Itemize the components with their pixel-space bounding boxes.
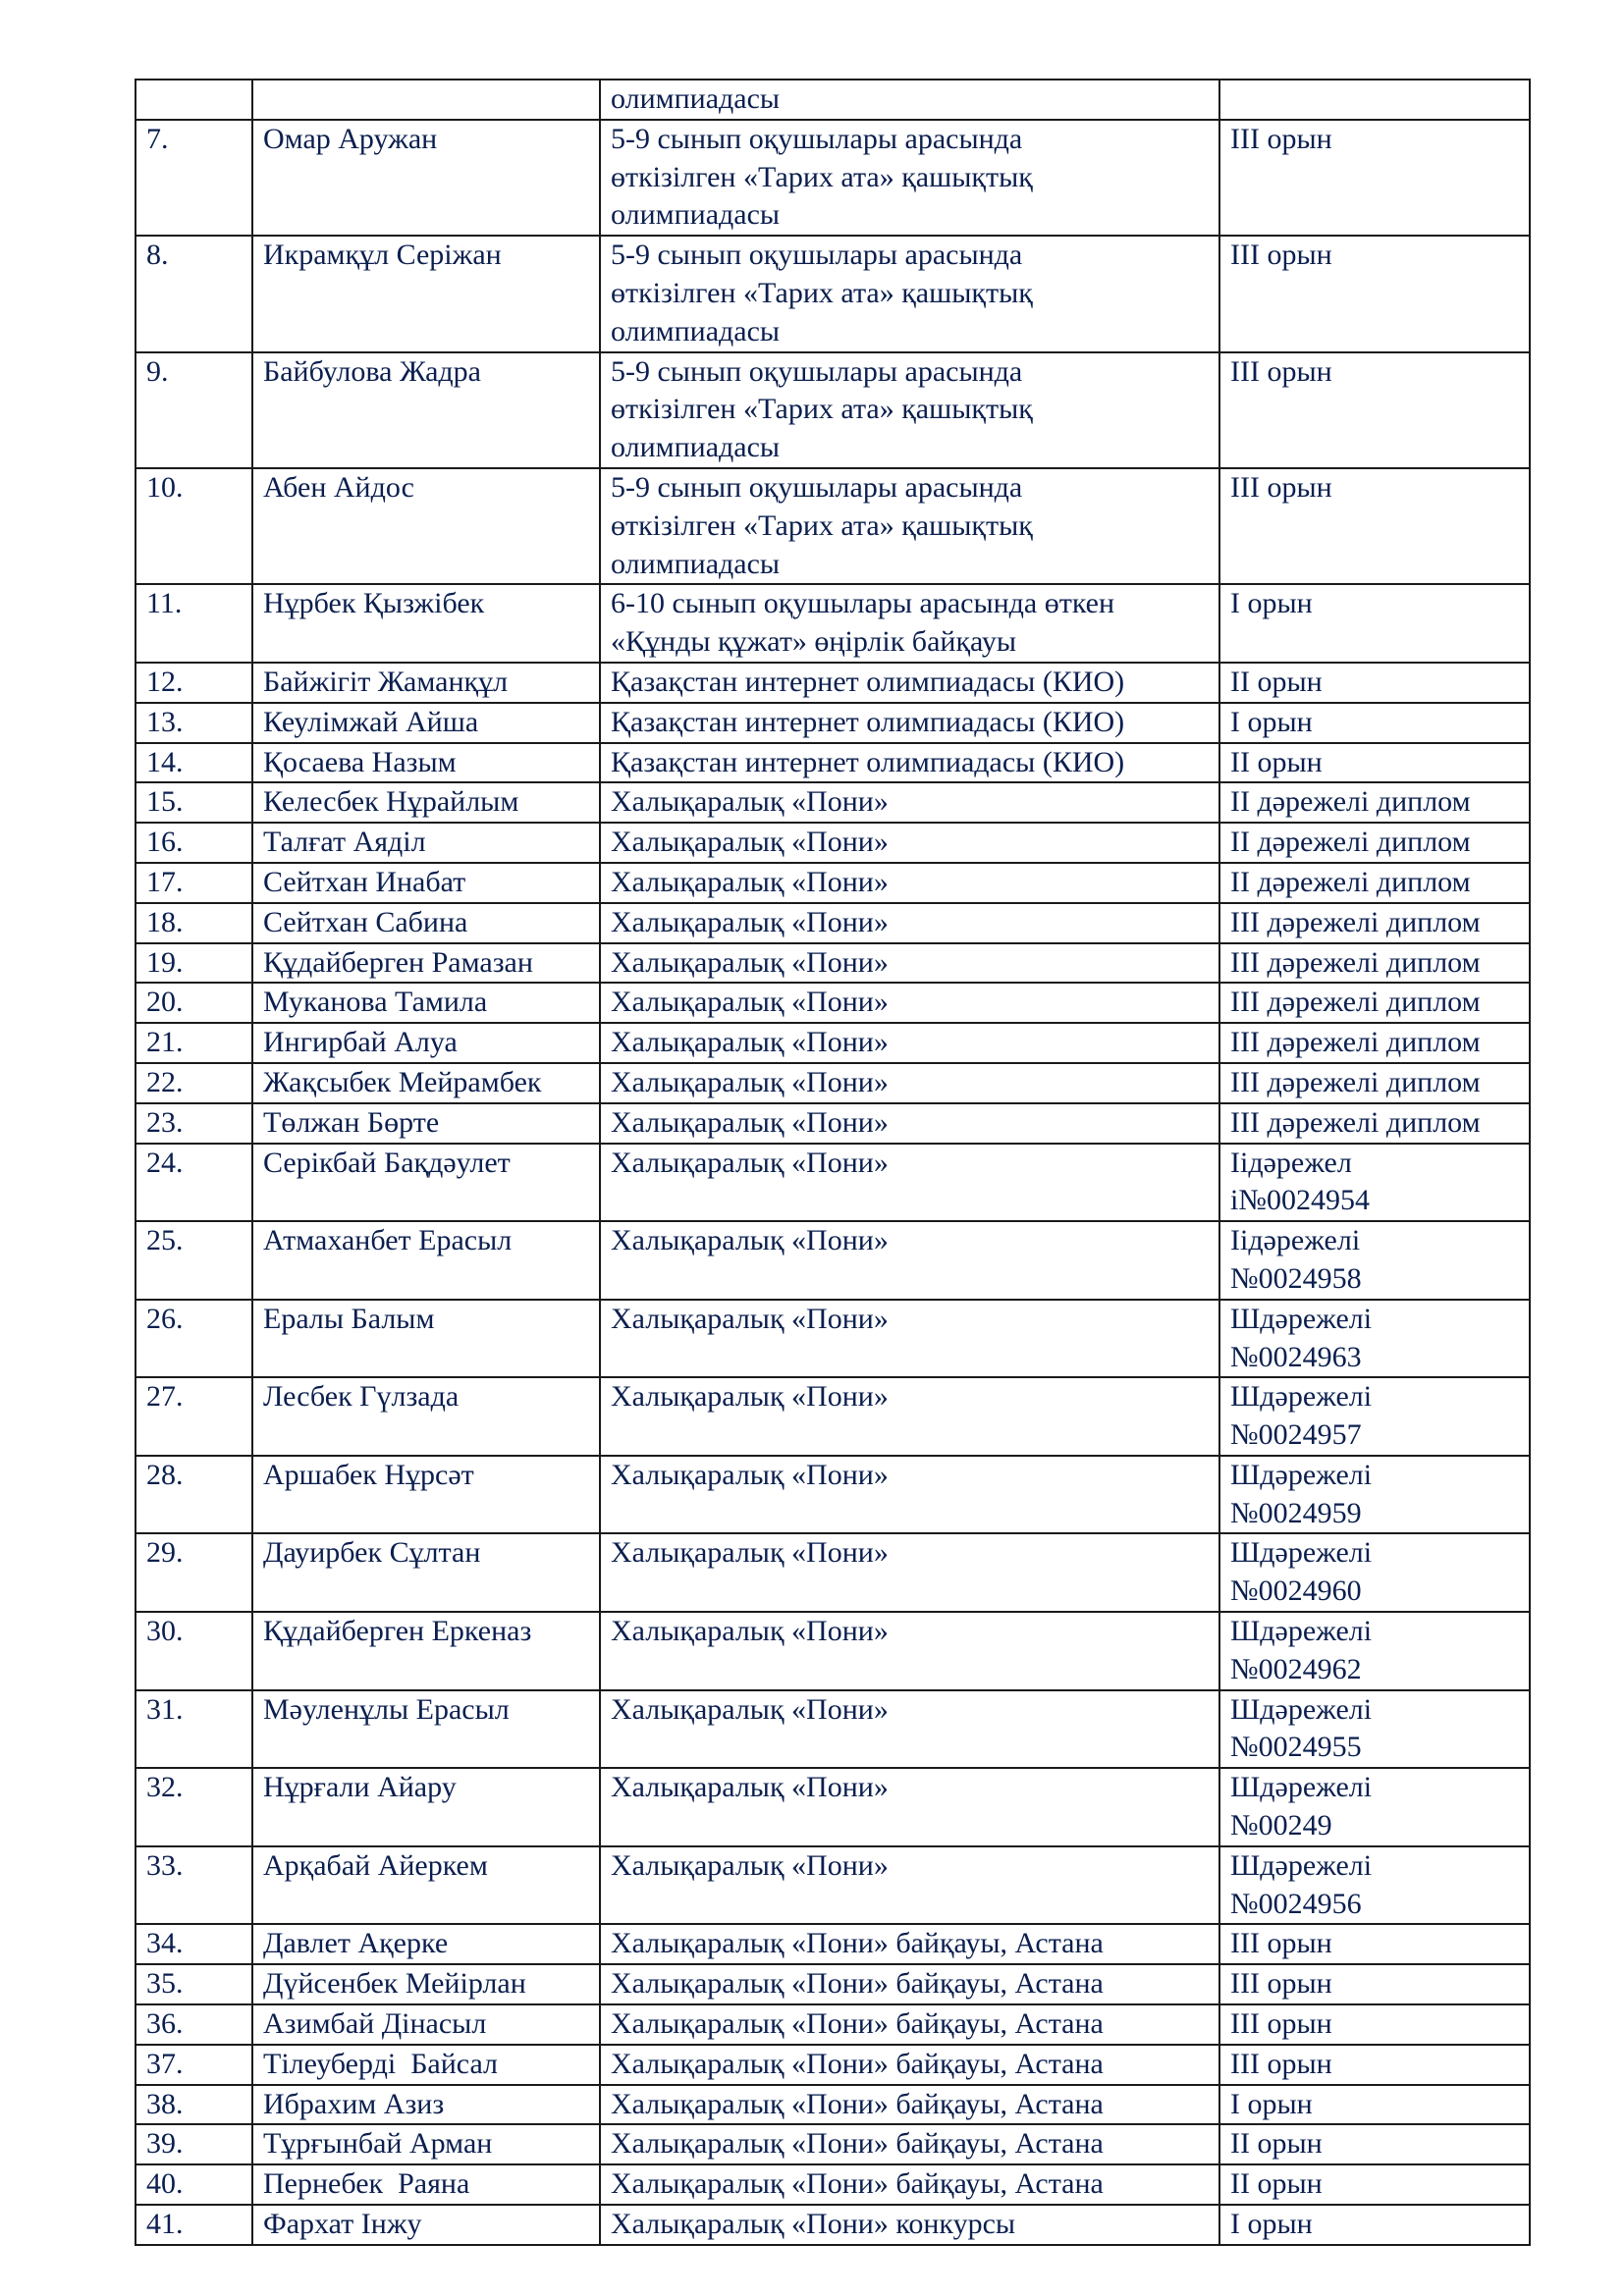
competition-cell — [600, 1377, 1219, 1456]
competition-cell — [600, 352, 1219, 468]
table-row — [135, 903, 1530, 943]
row-number-cell: 12. — [135, 663, 252, 703]
row-number-cell: 13. — [135, 703, 252, 743]
competition-line: 5-9 сынып оқушылары арасында — [611, 122, 1023, 155]
table-row — [135, 943, 1530, 984]
row-number-cell: 24. — [135, 1144, 252, 1222]
result-cell — [1219, 80, 1530, 120]
competition-line: Халықаралық «Пони» — [611, 1458, 889, 1491]
result-line: ІІІ орын — [1230, 122, 1332, 155]
result-cell — [1219, 983, 1530, 1023]
competition-line: Халықаралық «Пони» — [611, 1380, 889, 1414]
result-cell — [1219, 1221, 1530, 1300]
student-name-cell: Ингирбай Алуа — [252, 1023, 600, 1063]
row-number-cell: 7. — [135, 120, 252, 236]
result-cell — [1219, 1964, 1530, 2004]
student-name-cell: Фархат Інжу — [252, 2205, 600, 2245]
table-row — [135, 1300, 1530, 1378]
table-row — [135, 1221, 1530, 1300]
result-cell — [1219, 1690, 1530, 1769]
awards-table — [135, 79, 1531, 2246]
competition-line: Халықаралық «Пони» — [611, 986, 889, 1019]
student-name-cell: Нұрғали Айару — [252, 1768, 600, 1846]
table-row — [135, 468, 1530, 584]
table-row — [135, 1144, 1530, 1222]
row-number-cell: 18. — [135, 903, 252, 943]
table-row — [135, 1964, 1530, 2004]
result-line: ІІ дәрежелі диплом — [1230, 785, 1471, 819]
result-line: Шдәрежелі — [1230, 1771, 1373, 1804]
result-cell — [1219, 1103, 1530, 1144]
result-line: І орын — [1230, 2208, 1313, 2241]
competition-line: олимпиадасы — [611, 431, 781, 464]
competition-cell — [600, 823, 1219, 863]
competition-line: Халықаралық «Пони» — [611, 1771, 889, 1804]
result-cell — [1219, 584, 1530, 663]
result-line: Шдәрежелі — [1230, 1615, 1373, 1648]
table-row — [135, 2164, 1530, 2205]
competition-line: олимпиадасы — [611, 314, 781, 347]
student-name-cell: Азимбай Дінасыл — [252, 2004, 600, 2045]
result-line: Шдәрежелі — [1230, 1692, 1373, 1726]
result-line: ІІІ орын — [1230, 239, 1332, 272]
competition-line: Халықаралық «Пони» байқауы, Астана — [611, 2007, 1104, 2041]
competition-line: Халықаралық «Пони» — [611, 1146, 889, 1179]
competition-cell — [600, 1924, 1219, 1964]
competition-cell — [600, 120, 1219, 236]
table-row — [135, 703, 1530, 743]
row-number-cell: 15. — [135, 782, 252, 823]
result-line: №0024959 — [1230, 1496, 1362, 1529]
competition-line: 5-9 сынып оқушылары арасында — [611, 239, 1023, 272]
competition-cell — [600, 943, 1219, 984]
result-cell — [1219, 1612, 1530, 1690]
competition-line: Халықаралық «Пони» — [611, 1026, 889, 1059]
competition-cell — [600, 663, 1219, 703]
competition-line: 5-9 сынып оқушылары арасында — [611, 470, 1023, 504]
row-number-cell: 16. — [135, 823, 252, 863]
student-name-cell: Ералы Балым — [252, 1300, 600, 1378]
table-row — [135, 2045, 1530, 2085]
result-line: Шдәрежелі — [1230, 1380, 1373, 1414]
row-number-cell: 30. — [135, 1612, 252, 1690]
competition-cell — [600, 743, 1219, 783]
row-number-cell: 11. — [135, 584, 252, 663]
result-cell — [1219, 2004, 1530, 2045]
competition-cell — [600, 1103, 1219, 1144]
competition-line: Халықаралық «Пони» — [611, 1615, 889, 1648]
row-number-cell: 40. — [135, 2164, 252, 2205]
row-number-cell: 29. — [135, 1533, 252, 1612]
row-number-cell: 20. — [135, 983, 252, 1023]
student-name-cell: Ибрахим Азиз — [252, 2085, 600, 2125]
competition-cell — [600, 584, 1219, 663]
table-row-continuation — [135, 80, 1530, 120]
table-row — [135, 120, 1530, 236]
competition-cell — [600, 2045, 1219, 2085]
table-row — [135, 1846, 1530, 1925]
student-name-cell: Құдайберген Еркеназ — [252, 1612, 600, 1690]
table-row — [135, 1612, 1530, 1690]
competition-cell — [600, 703, 1219, 743]
result-cell — [1219, 663, 1530, 703]
result-line: і№0024954 — [1230, 1184, 1370, 1217]
competition-line: Халықаралық «Пони» — [611, 1692, 889, 1726]
result-line: ІІІ дәрежелі диплом — [1230, 945, 1481, 979]
result-cell — [1219, 1533, 1530, 1612]
result-line: ІІ орын — [1230, 665, 1323, 698]
row-number-cell: 41. — [135, 2205, 252, 2245]
table-row — [135, 782, 1530, 823]
competition-cell — [600, 2205, 1219, 2245]
student-name-cell: Сейтхан Инабат — [252, 863, 600, 903]
row-number-cell: 34. — [135, 1924, 252, 1964]
result-line: ІІ дәрежелі диплом — [1230, 826, 1471, 859]
result-line: І орын — [1230, 587, 1313, 620]
student-name-cell: Дүйсенбек Мейірлан — [252, 1964, 600, 2004]
result-cell — [1219, 703, 1530, 743]
result-line: №0024956 — [1230, 1887, 1362, 1920]
competition-line: Халықаралық «Пони» байқауы, Астана — [611, 2047, 1104, 2080]
competition-line: Халықаралық «Пони» — [611, 1065, 889, 1098]
row-number-cell: 38. — [135, 2085, 252, 2125]
student-name-cell: Талғат Аяділ — [252, 823, 600, 863]
result-cell — [1219, 2124, 1530, 2164]
student-name-cell: Кеулімжай Айша — [252, 703, 600, 743]
competition-cell — [600, 2124, 1219, 2164]
competition-line: Халықаралық «Пони» байқауы, Астана — [611, 2087, 1104, 2120]
student-name-cell: Құдайберген Рамазан — [252, 943, 600, 984]
table-row — [135, 1924, 1530, 1964]
result-line: ІІІ дәрежелі диплом — [1230, 986, 1481, 1019]
result-cell — [1219, 863, 1530, 903]
competition-cell — [600, 236, 1219, 351]
result-line: ІІІ дәрежелі диплом — [1230, 1105, 1481, 1139]
table-row — [135, 2004, 1530, 2045]
table-row — [135, 743, 1530, 783]
competition-cell — [600, 863, 1219, 903]
result-cell — [1219, 1300, 1530, 1378]
competition-cell — [600, 1144, 1219, 1222]
competition-cell — [600, 1456, 1219, 1534]
competition-cell — [600, 1023, 1219, 1063]
competition-line: Халықаралық «Пони» байқауы, Астана — [611, 2127, 1104, 2161]
student-name-cell: Қосаева Назым — [252, 743, 600, 783]
result-line: ІІ орын — [1230, 2127, 1323, 2161]
result-cell — [1219, 2085, 1530, 2125]
result-line: ІІІ дәрежелі диплом — [1230, 1065, 1481, 1098]
student-name-cell: Икрамқұл Серіжан — [252, 236, 600, 351]
competition-line: 5-9 сынып оқушылары арасында — [611, 354, 1023, 388]
competition-line: олимпиадасы — [611, 198, 781, 232]
row-number-cell: 37. — [135, 2045, 252, 2085]
student-name-cell: Лесбек Гүлзада — [252, 1377, 600, 1456]
result-cell — [1219, 1924, 1530, 1964]
table-row — [135, 1023, 1530, 1063]
table-row — [135, 1103, 1530, 1144]
result-line: Шдәрежелі — [1230, 1302, 1373, 1335]
student-name-cell: Дауирбек Сұлтан — [252, 1533, 600, 1612]
student-name-cell: Байбулова Жадра — [252, 352, 600, 468]
table-row — [135, 1690, 1530, 1769]
competition-cell — [600, 903, 1219, 943]
row-number-cell: 9. — [135, 352, 252, 468]
competition-cell — [600, 1063, 1219, 1103]
table-row — [135, 2124, 1530, 2164]
result-line: Шдәрежелі — [1230, 1536, 1373, 1570]
table-row — [135, 663, 1530, 703]
row-number-cell: 26. — [135, 1300, 252, 1378]
row-number-cell: 14. — [135, 743, 252, 783]
competition-cell — [600, 1768, 1219, 1846]
competition-line: Халықаралық «Пони» — [611, 1536, 889, 1570]
competition-line: Қазақстан интернет олимпиадасы (КИО) — [611, 705, 1125, 738]
result-line: №00249 — [1230, 1809, 1332, 1842]
result-cell — [1219, 943, 1530, 984]
row-number-cell: 22. — [135, 1063, 252, 1103]
student-name-cell: Давлет Ақерке — [252, 1924, 600, 1964]
table-row — [135, 1377, 1530, 1456]
competition-line: Халықаралық «Пони» — [611, 865, 889, 898]
competition-cell — [600, 1964, 1219, 2004]
result-line: №0024963 — [1230, 1340, 1362, 1373]
result-line: №0024962 — [1230, 1652, 1362, 1685]
competition-cell — [600, 80, 1219, 120]
competition-line: Халықаралық «Пони» — [611, 945, 889, 979]
row-number-cell: 17. — [135, 863, 252, 903]
student-name-cell: Сейтхан Сабина — [252, 903, 600, 943]
table-row — [135, 584, 1530, 663]
competition-cell — [600, 1533, 1219, 1612]
student-name-cell: Абен Айдос — [252, 468, 600, 584]
result-line: ІІІ орын — [1230, 470, 1332, 504]
competition-line: Халықаралық «Пони» — [611, 1848, 889, 1882]
result-line: ІІІ дәрежелі диплом — [1230, 1026, 1481, 1059]
competition-line: Халықаралық «Пони» — [611, 1105, 889, 1139]
competition-line: Халықаралық «Пони» — [611, 1224, 889, 1257]
competition-cell — [600, 468, 1219, 584]
competition-line: 6-10 сынып оқушылары арасында өткен — [611, 587, 1115, 620]
table-row — [135, 2205, 1530, 2245]
competition-cell — [600, 2085, 1219, 2125]
competition-cell — [600, 782, 1219, 823]
row-number-cell: 27. — [135, 1377, 252, 1456]
result-line: ІІІ орын — [1230, 2007, 1332, 2041]
student-name-cell: Омар Аружан — [252, 120, 600, 236]
result-cell — [1219, 823, 1530, 863]
result-cell — [1219, 120, 1530, 236]
student-name-cell: Байжігіт Жаманқұл — [252, 663, 600, 703]
result-cell — [1219, 1023, 1530, 1063]
result-cell — [1219, 1377, 1530, 1456]
student-name-cell: Нұрбек Қызжібек — [252, 584, 600, 663]
result-cell — [1219, 236, 1530, 351]
competition-line: Қазақстан интернет олимпиадасы (КИО) — [611, 745, 1125, 778]
student-name-cell: Мәуленұлы Ерасыл — [252, 1690, 600, 1769]
competition-line: өткізілген «Тарих ата» қашықтық — [611, 508, 1033, 542]
result-cell — [1219, 782, 1530, 823]
result-line: ІІ орын — [1230, 745, 1323, 778]
student-name-cell — [252, 80, 600, 120]
student-name-cell: Серікбай Бақдәулет — [252, 1144, 600, 1222]
result-cell — [1219, 903, 1530, 943]
awards-table-body — [135, 80, 1530, 2245]
result-cell — [1219, 1768, 1530, 1846]
row-number-cell — [135, 80, 252, 120]
result-line: №0024955 — [1230, 1731, 1362, 1764]
result-line: №0024958 — [1230, 1261, 1362, 1295]
result-cell — [1219, 1456, 1530, 1534]
competition-line: Халықаралық «Пони» конкурсы — [611, 2208, 1016, 2241]
student-name-cell: Муканова Тамила — [252, 983, 600, 1023]
table-row — [135, 823, 1530, 863]
result-cell — [1219, 2045, 1530, 2085]
student-name-cell: Жақсыбек Мейрамбек — [252, 1063, 600, 1103]
competition-line: Халықаралық «Пони» байқауы, Астана — [611, 1967, 1104, 2001]
result-line: ІІІ дәрежелі диплом — [1230, 905, 1481, 938]
result-line: ІІІ орын — [1230, 2047, 1332, 2080]
competition-cell — [600, 983, 1219, 1023]
competition-line: өткізілген «Тарих ата» қашықтық — [611, 160, 1033, 193]
row-number-cell: 28. — [135, 1456, 252, 1534]
student-name-cell: Тұрғынбай Арман — [252, 2124, 600, 2164]
student-name-cell: Келесбек Нұрайлым — [252, 782, 600, 823]
competition-cell — [600, 1221, 1219, 1300]
row-number-cell: 36. — [135, 2004, 252, 2045]
row-number-cell: 25. — [135, 1221, 252, 1300]
student-name-cell: Аршабек Нұрсәт — [252, 1456, 600, 1534]
row-number-cell: 21. — [135, 1023, 252, 1063]
competition-line: Халықаралық «Пони» байқауы, Астана — [611, 1927, 1104, 1960]
competition-line: өткізілген «Тарих ата» қашықтық — [611, 393, 1033, 426]
row-number-cell: 39. — [135, 2124, 252, 2164]
competition-line: олимпиадасы — [611, 82, 781, 115]
row-number-cell: 23. — [135, 1103, 252, 1144]
table-row — [135, 983, 1530, 1023]
result-cell — [1219, 1063, 1530, 1103]
competition-line: Халықаралық «Пони» — [611, 826, 889, 859]
competition-cell — [600, 2004, 1219, 2045]
student-name-cell: Төлжан Бөрте — [252, 1103, 600, 1144]
result-cell — [1219, 1846, 1530, 1925]
competition-line: «Құнды құжат» өңірлік байқауы — [611, 625, 1016, 659]
result-line: І орын — [1230, 705, 1313, 738]
row-number-cell: 32. — [135, 1768, 252, 1846]
table-row — [135, 352, 1530, 468]
table-row — [135, 863, 1530, 903]
competition-line: өткізілген «Тарих ата» қашықтық — [611, 276, 1033, 309]
competition-line: Қазақстан интернет олимпиадасы (КИО) — [611, 665, 1125, 698]
competition-line: Халықаралық «Пони» — [611, 905, 889, 938]
table-row — [135, 1063, 1530, 1103]
result-cell — [1219, 352, 1530, 468]
competition-line: Халықаралық «Пони» — [611, 1302, 889, 1335]
competition-cell — [600, 1300, 1219, 1378]
result-line: ІІ орын — [1230, 2167, 1323, 2201]
result-cell — [1219, 2205, 1530, 2245]
result-cell — [1219, 468, 1530, 584]
student-name-cell: Арқабай Айеркем — [252, 1846, 600, 1925]
table-row — [135, 1456, 1530, 1534]
row-number-cell: 8. — [135, 236, 252, 351]
competition-line: олимпиадасы — [611, 547, 781, 580]
result-line: ІІІ орын — [1230, 1967, 1332, 2001]
result-line: Іідәрежелі — [1230, 1224, 1361, 1257]
result-cell — [1219, 1144, 1530, 1222]
competition-cell — [600, 1612, 1219, 1690]
table-row — [135, 1533, 1530, 1612]
row-number-cell: 10. — [135, 468, 252, 584]
row-number-cell: 19. — [135, 943, 252, 984]
student-name-cell: Пернебек Раяна — [252, 2164, 600, 2205]
result-line: №0024957 — [1230, 1418, 1362, 1452]
competition-line: Халықаралық «Пони» байқауы, Астана — [611, 2167, 1104, 2201]
table-row — [135, 2085, 1530, 2125]
result-line: ІІІ орын — [1230, 354, 1332, 388]
result-line: Шдәрежелі — [1230, 1458, 1373, 1491]
table-row — [135, 236, 1530, 351]
student-name-cell: Тілеуберді Байсал — [252, 2045, 600, 2085]
row-number-cell: 35. — [135, 1964, 252, 2004]
result-line: Іідәрежел — [1230, 1146, 1352, 1179]
result-cell — [1219, 2164, 1530, 2205]
row-number-cell: 33. — [135, 1846, 252, 1925]
result-cell — [1219, 743, 1530, 783]
competition-cell — [600, 1846, 1219, 1925]
result-line: ІІ дәрежелі диплом — [1230, 865, 1471, 898]
result-line: ІІІ орын — [1230, 1927, 1332, 1960]
competition-cell — [600, 1690, 1219, 1769]
competition-line: Халықаралық «Пони» — [611, 785, 889, 819]
student-name-cell: Атмаханбет Ерасыл — [252, 1221, 600, 1300]
table-row — [135, 1768, 1530, 1846]
competition-cell — [600, 2164, 1219, 2205]
row-number-cell: 31. — [135, 1690, 252, 1769]
result-line: І орын — [1230, 2087, 1313, 2120]
result-line: Шдәрежелі — [1230, 1848, 1373, 1882]
result-line: №0024960 — [1230, 1575, 1362, 1608]
